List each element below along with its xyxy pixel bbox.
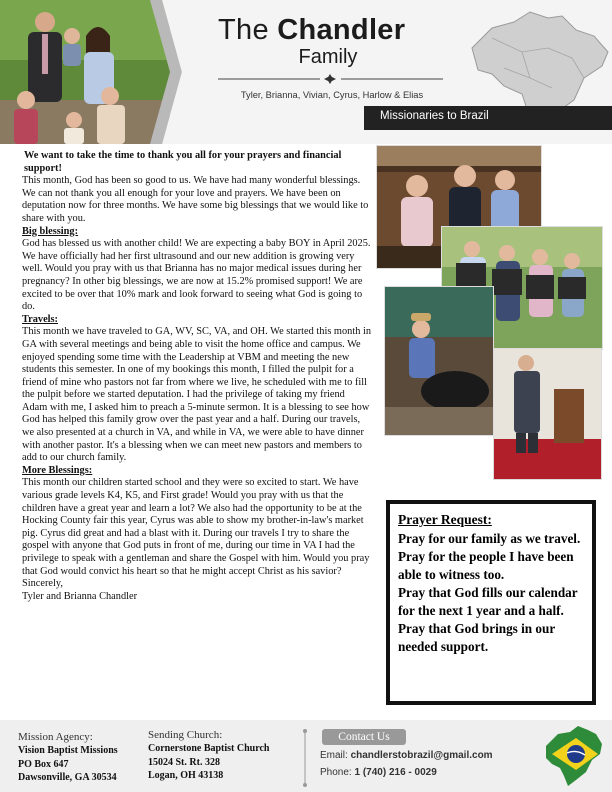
prayer-item: Pray for the people I have been able to witness too. [398, 549, 574, 582]
email-label: Email: [320, 750, 351, 761]
letter-body [22, 150, 372, 603]
church-city: Logan, OH 43138 [148, 770, 224, 781]
header [0, 0, 612, 144]
phone-label: Phone: [320, 767, 355, 778]
contact-us-label: Contact Us [322, 729, 406, 745]
prayer-item: Pray that God fills our calendar for the next 1 year and a half. [398, 585, 578, 618]
phone-number[interactable]: 1 (740) 216 - 0029 [354, 767, 437, 778]
email-line [320, 750, 493, 761]
phone-line [320, 767, 437, 778]
heading-big-blessing: Big blessing: [22, 225, 79, 237]
church-street: 15024 St. Rt. 328 [148, 756, 220, 768]
agency-box: PO Box 647 [18, 758, 69, 770]
church-label: Sending Church: [148, 729, 223, 741]
heading-more-blessings: More Blessings: [22, 464, 93, 476]
photo-fair-pig [384, 286, 494, 436]
chevron-decoration [0, 0, 190, 144]
paragraph-travels: This month we have traveled to GA, WV, SC, VA, and OH. We started this month in GA with several meetings and being able to visit the home office and campus. We enjoyed spending some time with the Leadership at VBM and meeting the new students this semester. In one of my bookings this month, I filled the pulpit for a friend of mine who pastors not far from where we live, he scheduled with me to fill the pulpit before we started deputation. I had the privilege of taking my friend Adam with me, I asked him to preach a 5-minute sermon. It is a blessing to see how God has helped this family grow over the past year and a half. During our travels, we also presented at a church in VA, and while in VA, we were able to have dinner with another pastor. It's a blessing when we can meet new pastors and members to add to our church family. [22, 326, 372, 464]
paragraph-more-blessings: This month our children started school and they were so excited to start. We have various grade levels K4, K5, and First grade! Would you pray with us that the children have a great year and learn a lot? We also had the opportunity to be at the Hocking County fair this year, Cyrus was able to show my brother-in-law's market pig. Cyrus did great and had a blast with it. During our travels I try to share the gospel with anyone that God puts in front of me, during our time in VA I had the privilege to speak with a gentleman and share the Gospel with him. Would you pray that God would convict his heart so that he might accept Christ as his savior? [22, 477, 370, 577]
agency-name: Vision Baptist Missions [18, 745, 118, 756]
footer-divider [303, 728, 307, 788]
photo-church [493, 348, 602, 480]
title-line2: Family [298, 46, 358, 68]
prayer-item: Pray that God brings in our needed support. [398, 621, 555, 654]
church-address [148, 742, 303, 783]
prayer-title: Prayer Request: [398, 512, 492, 527]
ornament-divider [218, 73, 443, 85]
church-name: Cornerstone Baptist Church [148, 743, 270, 754]
closing: Sincerely, [22, 578, 63, 590]
prayer-request-box [386, 500, 596, 705]
paragraph-big-blessing: God has blessed us with another child! We are expecting a baby BOY in April 2025. We have officially had her first ultrasound and our new addition is growing very well. Would you pray with us that Brianna has no major medical issues during her pregnancy? In other big blessings, we are now at 15.2% promised support! We are excited to be over that 10% mark and look forward to seeing what God is going to do. [22, 238, 371, 313]
prayer-item: Pray for our family as we travel. [398, 531, 581, 546]
title-line1: The Chandler [218, 14, 406, 46]
email-link[interactable]: chandlerstobrazil@gmail.com [350, 750, 493, 761]
signature: Tyler and Brianna Chandler [22, 590, 138, 602]
family-names: Tyler, Brianna, Vivian, Cyrus, Harlow & Elias [240, 90, 424, 100]
brazil-flag-map-icon [540, 724, 606, 788]
agency-label: Mission Agency: [18, 731, 93, 743]
letter-paragraph-1: This month, God has been so good to us. We have had many wonderful blessings. We can not thank you all enough for your love and prayers. We have been on deputation now for three months. We have some big blessings that we would like to share with you. [22, 175, 369, 224]
letter-intro: We want to take the time to thank you all for your prayers and financial support! [24, 150, 342, 174]
agency-city: Dawsonville, GA 30534 [18, 772, 117, 783]
banner-text: Missionaries to Brazil [380, 110, 489, 122]
heading-travels: Travels: [22, 313, 59, 325]
agency-address [18, 744, 148, 785]
